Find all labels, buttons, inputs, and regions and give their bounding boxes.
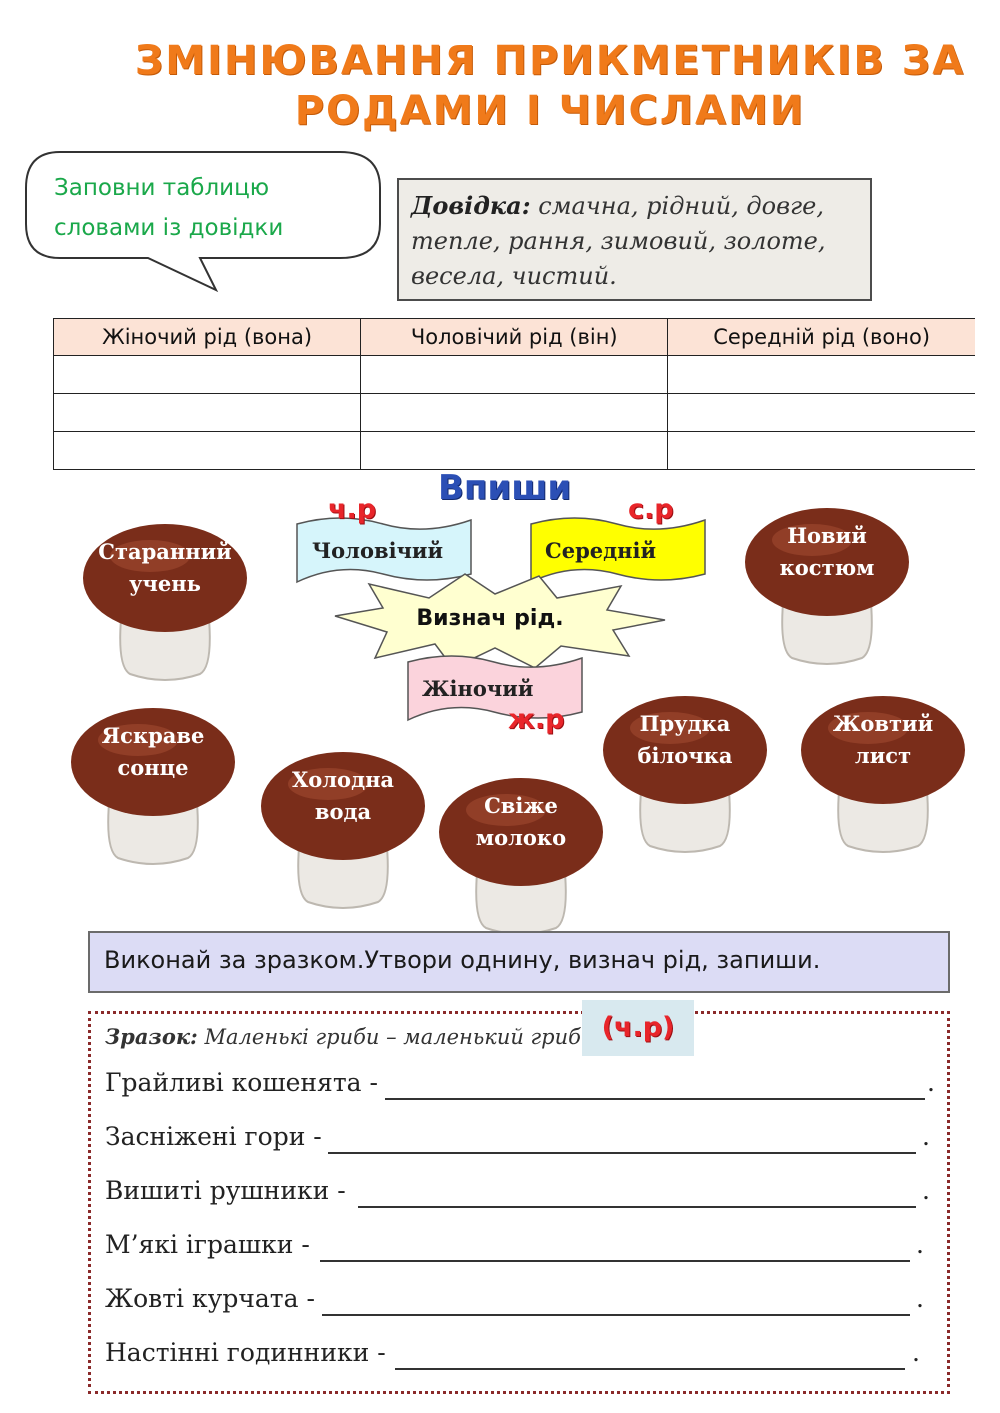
- header-feminine: Жіночий рід (вона): [54, 319, 361, 356]
- end-mark: .: [922, 1122, 930, 1151]
- bubble-line-2: словами із довідки: [54, 215, 284, 241]
- end-mark: .: [916, 1230, 924, 1259]
- flag-masculine-label: Чоловічий: [312, 538, 444, 563]
- exercise-instruction: Виконай за зразком.Утвори однину, визнач рід, запиши.: [88, 931, 950, 993]
- end-mark: .: [916, 1284, 924, 1313]
- header-neuter: Середній рід (воно): [668, 319, 975, 356]
- tag-neuter: с.р: [628, 494, 674, 525]
- reference-box: [397, 178, 872, 301]
- exercise-item-label: Жовті курчата -: [105, 1284, 315, 1313]
- table-row: [54, 394, 976, 432]
- answer-line[interactable]: [385, 1098, 925, 1100]
- sample-tag: (ч.р): [582, 1000, 694, 1056]
- input-cell[interactable]: [54, 432, 361, 470]
- input-cell[interactable]: [361, 432, 668, 470]
- mushroom-label-line: Холодна: [291, 767, 395, 792]
- answer-line[interactable]: [358, 1206, 916, 1208]
- mushroom-label-line: Свіже: [484, 793, 558, 818]
- end-mark: .: [912, 1338, 920, 1367]
- exercise-item-label: Грайливі кошенята -: [105, 1068, 378, 1097]
- exercise-item-label: Засніжені гори -: [105, 1122, 322, 1151]
- tag-masculine: ч.р: [328, 494, 377, 525]
- reference-label: Довідка:: [411, 191, 531, 220]
- mushroom-label: [90, 536, 240, 600]
- mushroom-label-line: Яскраве: [101, 723, 205, 748]
- mushroom-label-line: вода: [314, 799, 372, 824]
- header-masculine: Чоловічий рід (він): [361, 319, 668, 356]
- table-row: [54, 356, 976, 394]
- mushroom-label-line: костюм: [779, 555, 875, 580]
- sample-text: Маленькі гриби – маленький гриб: [204, 1025, 581, 1049]
- mushroom-label-line: учень: [129, 571, 201, 596]
- input-cell[interactable]: [54, 394, 361, 432]
- mushroom-card[interactable]: [742, 500, 912, 670]
- title-line-2: РОДАМИ І ЧИСЛАМИ: [294, 88, 806, 134]
- answer-line[interactable]: [395, 1368, 905, 1370]
- flag-feminine-label: Жіночий: [422, 676, 534, 701]
- mushroom-label: [808, 708, 958, 772]
- mushroom-card[interactable]: [798, 688, 968, 858]
- mushroom-label-line: молоко: [475, 825, 567, 850]
- mushroom-label-line: Новий: [787, 523, 867, 548]
- input-cell[interactable]: [668, 432, 975, 470]
- input-cell[interactable]: [54, 356, 361, 394]
- answer-line[interactable]: [320, 1260, 910, 1262]
- mushroom-label: [752, 520, 902, 584]
- mushroom-label-line: сонце: [117, 755, 189, 780]
- gender-table: [53, 318, 975, 470]
- answer-line[interactable]: [322, 1314, 910, 1316]
- mushroom-label-line: Старанний: [98, 539, 232, 564]
- reference-words: смачна, рідний, довге, тепле, рання, зимовий, золоте, весела, чистий.: [411, 192, 826, 290]
- mushroom-label-line: Жовтий: [832, 711, 934, 736]
- sample-line: [105, 1024, 581, 1049]
- tag-feminine: ж.р: [508, 704, 565, 735]
- end-mark: .: [927, 1068, 935, 1097]
- mushroom-label: [610, 708, 760, 772]
- table-header-row: [54, 319, 976, 356]
- sample-label: Зразок:: [105, 1024, 198, 1049]
- mushroom-label: [78, 720, 228, 784]
- mushroom-label: [268, 764, 418, 828]
- input-cell[interactable]: [361, 356, 668, 394]
- page-title: [120, 36, 980, 136]
- bubble-line-1: Заповни таблицю: [54, 175, 270, 201]
- mushroom-label-line: білочка: [637, 743, 733, 768]
- exercise-item-label: М’які іграшки -: [105, 1230, 310, 1259]
- table-row: [54, 432, 976, 470]
- input-cell[interactable]: [361, 394, 668, 432]
- exercise-item-label: Вишиті рушники -: [105, 1176, 346, 1205]
- mushroom-card[interactable]: [600, 688, 770, 858]
- answer-line[interactable]: [328, 1152, 916, 1154]
- exercise-item-label: Настінні годинники -: [105, 1338, 386, 1367]
- mushroom-card[interactable]: [68, 700, 238, 870]
- input-cell[interactable]: [668, 356, 975, 394]
- flag-neuter-label: Середній: [545, 538, 657, 563]
- bubble-instruction: [54, 168, 364, 248]
- mushroom-label: [446, 790, 596, 854]
- end-mark: .: [922, 1176, 930, 1205]
- burst-label: Визнач рід.: [416, 606, 564, 631]
- mushroom-card[interactable]: [80, 516, 250, 686]
- title-line-1: ЗМІНЮВАННЯ ПРИКМЕТНИКІВ ЗА: [134, 38, 966, 84]
- mushroom-label-line: лист: [854, 743, 912, 768]
- mushroom-card[interactable]: [436, 770, 606, 940]
- input-cell[interactable]: [668, 394, 975, 432]
- mushroom-label-line: Прудка: [639, 711, 731, 736]
- diagram-heading: Впиши: [438, 468, 572, 508]
- mushroom-card[interactable]: [258, 744, 428, 914]
